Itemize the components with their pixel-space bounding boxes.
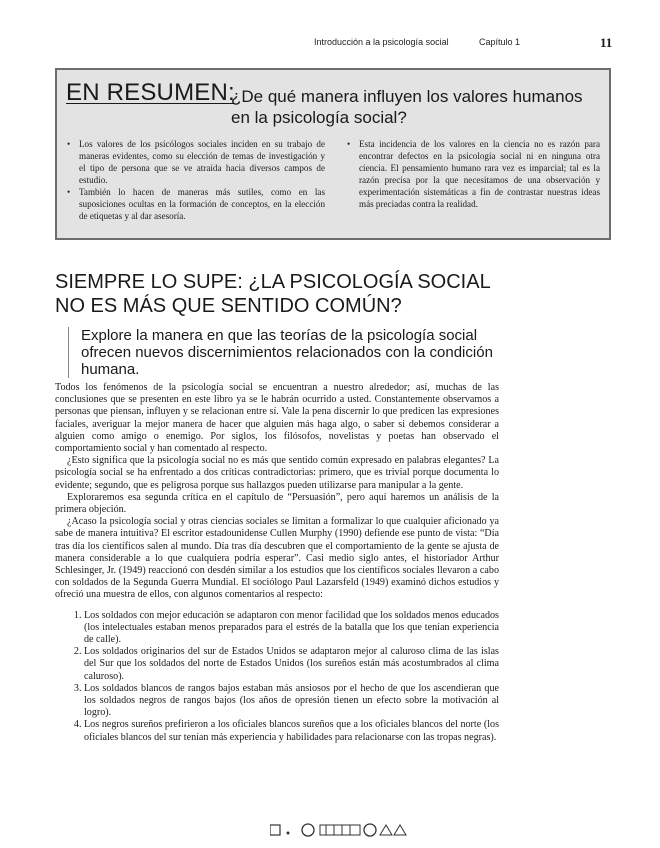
- footer-watermark: [270, 823, 410, 837]
- finding-item: 1. Los soldados con mejor educación se adaptaron con menor facilidad que los soldados menos educados (los intelectuales estaban menos preparados para el estrés de la batalla que los que tenían experiencia de calle).: [84, 610, 499, 647]
- section-heading: SIEMPRE LO SUPE: ¿LA PSICOLOGÍA SOCIAL NO ES MÁS QUE SENTIDO COMÚN?: [55, 271, 490, 317]
- summary-label: EN RESUMEN:: [66, 79, 235, 106]
- page-number: 11: [600, 35, 613, 50]
- finding-item: 4. Los negros sureños prefirieron a los oficiales blancos sureños que a los oficiales blancos del norte (los oficiales blancos del sur tenían más experiencia y habilidades para relacionarse con las tropas negras).: [84, 719, 499, 743]
- running-title: Introducción a la psicología social: [314, 37, 449, 47]
- summary-bullet: • También lo hacen de maneras más sutiles, como en las suposiciones ocultas en la formación de conceptos, en la elección de etiquetas y al dar asesoría.: [67, 186, 325, 222]
- summary-left-column: [67, 138, 325, 222]
- summary-box: [55, 68, 611, 240]
- finding-item: 3. Los soldados blancos de rangos bajos estaban más ansiosos por el hecho de que los ascendieran que los soldados negros de rangos bajos (los años de opresión tienen un efecto sobre la motivación al logro).: [84, 683, 499, 720]
- running-header: [0, 35, 660, 51]
- learning-objective: Explore la manera en que las teorías de la psicología social ofrecen nuevos discernimientos relacionados con la condición humana.: [68, 327, 501, 378]
- summary-bullet: • Esta incidencia de los valores en la ciencia no es razón para encontrar defectos en la psicología social ni en ninguna otra ciencia. El pensamiento humano rara vez es imparcial; tal es la razón precisa por la que necesitamos de una observación y experimentación sistemáticas a fin de contrastar nuestras ideas más preciadas contra la realidad.: [347, 138, 600, 210]
- summary-question: ¿De qué manera influyen los valores humanos en la psicología social?: [231, 87, 583, 127]
- body-paragraph: Todos los fenómenos de la psicología social se encuentran a nuestro alrededor; así, muchas de las conclusiones que se presenten en este libro ya se le habrán ocurrido a usted. Constantemente observamos a personas que piensan, influyen y se relacionan entre sí. Vale la pena discernir lo que predicen las expresiones faciales, averiguar la mejor manera de hacer que alguien más haga algo, o saber si debemos considerar a alguien como amigo o enemigo. Por siglos, los filósofos, novelistas y poetas han observado el comportamiento social y han comentado al respecto.: [55, 382, 499, 455]
- body-text: [55, 382, 499, 744]
- body-paragraph: ¿Acaso la psicología social y otras ciencias sociales se limitan a formalizar lo que cualquier aficionado ya sabe de manera intuitiva? El escritor estadounidense Cullen Murphy (1990) defiende ese punto de vista: “Día tras día los científicos salen al mundo. Día tras día descubren que el comportamiento de la gente se ajusta de manera considerable a lo que cualquiera podría esperar”. Casi medio siglo antes, el historiador Arthur Schlesinger, Jr. (1949) reaccionó con desdén similar a los estudios que los científicos sociales llevaron a cabo con soldados de la Segunda Guerra Mundial. El sociólogo Paul Lazarsfeld (1949) examinó dichos estudios y ofreció una muestra de ellos, con algunos comentarios al respecto:: [55, 516, 499, 601]
- body-paragraph: ¿Esto significa que la psicología social no es más que sentido común expresado en palabras elegantes? La psicología social se ha enfrentado a dos críticas contradictorias: primero, que es trivial porque documenta lo evidente; segundo, que es peligrosa porque sus hallazgos pueden utilizarse para manipular a la gente.: [55, 455, 499, 491]
- summary-right-column: [347, 138, 600, 210]
- chapter-label: Capítulo 1: [479, 37, 521, 47]
- body-paragraph: Exploraremos esa segunda crítica en el capítulo de “Persuasión”, pero aquí haremos un análisis de la primera objeción.: [55, 491, 499, 516]
- summary-bullet: • Los valores de los psicólogos sociales inciden en su trabajo de maneras evidentes, como su elección de temas de investigación y el tipo de persona que se ve atraída hacia diversos campos de estudio.: [67, 138, 325, 186]
- finding-item: 2. Los soldados originarios del sur de Estados Unidos se adaptaron mejor al caluroso clima de las islas del Sur que los soldados del norte de Estados Unidos (los sureños están más acostumbrados al clima caluroso).: [84, 646, 499, 683]
- findings-list: [55, 610, 499, 744]
